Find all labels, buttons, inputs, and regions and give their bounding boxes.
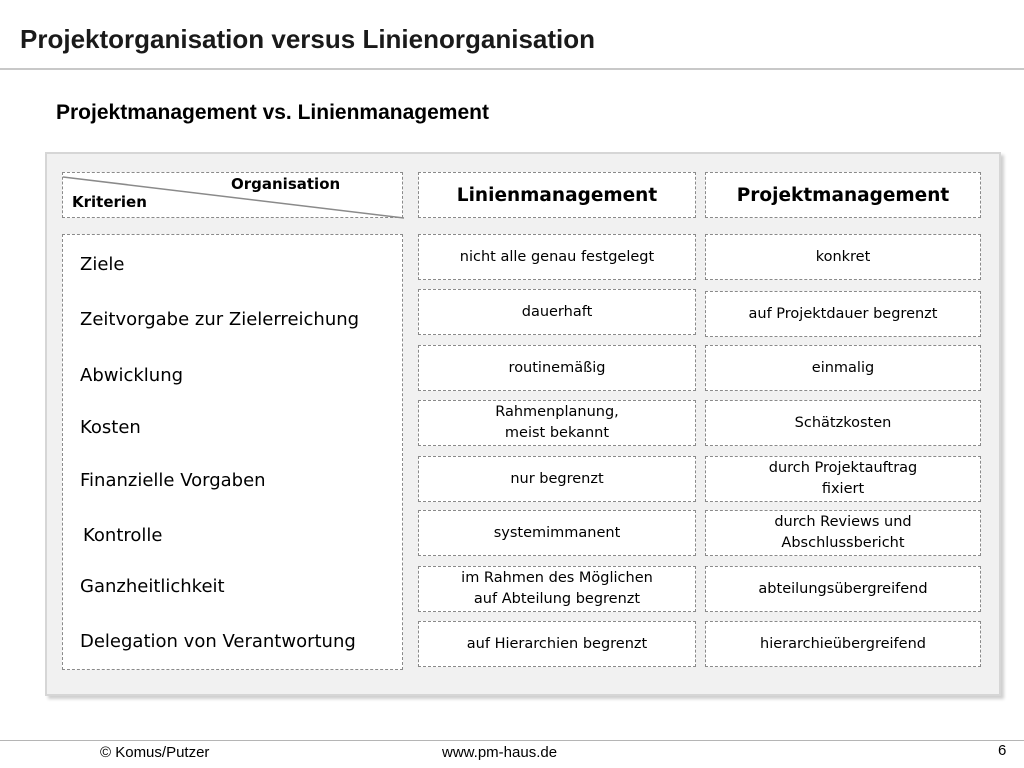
criterion-kontrolle: Kontrolle xyxy=(83,525,163,546)
projekt-cell-delegation xyxy=(705,621,981,667)
column-header-linienmanagement: Linienmanagement xyxy=(418,172,696,218)
linien-cell-text: routinemäßig xyxy=(508,359,606,376)
corner-kriterien-label: Kriterien xyxy=(72,193,147,211)
criterion-zeitvorgabe: Zeitvorgabe zur Zielerreichung xyxy=(80,309,360,330)
projekt-cell-kosten xyxy=(705,400,981,446)
corner-header-cell xyxy=(62,172,403,218)
projekt-cell-text: hierarchieübergreifend xyxy=(760,635,926,652)
linien-cell-text: Rahmenplanung, xyxy=(495,404,619,420)
footer-url[interactable]: www.pm-haus.de xyxy=(442,744,558,761)
projekt-cell-finanzielle-vorgaben xyxy=(705,456,981,502)
criterion-ganzheitlichkeit: Ganzheitlichkeit xyxy=(80,576,225,597)
linien-cell-text: auf Abteilung begrenzt xyxy=(473,591,641,607)
linien-cell-text: nicht alle genau festgelegt xyxy=(459,248,655,265)
linien-cell-zeitvorgabe xyxy=(418,289,696,335)
page-number: 6 xyxy=(998,742,1007,759)
projekt-cell-text: fixiert xyxy=(821,481,865,497)
linien-cell-kosten xyxy=(418,400,696,446)
column-header-projektmanagement: Projektmanagement xyxy=(705,172,981,218)
projekt-cell-zeitvorgabe xyxy=(705,291,981,337)
projekt-cell-ziele xyxy=(705,234,981,280)
projekt-cell-text: abteilungsübergreifend xyxy=(758,580,928,597)
slide-title: Projektorganisation versus Linienorganisation xyxy=(20,24,596,54)
criterion-abwicklung: Abwicklung xyxy=(80,365,184,386)
criterion-delegation: Delegation von Verantwortung xyxy=(80,631,356,652)
criterion-finanzielle-vorgaben: Finanzielle Vorgaben xyxy=(80,470,266,491)
projekt-cell-text: auf Projektdauer begrenzt xyxy=(748,305,938,322)
criterion-kosten: Kosten xyxy=(80,417,141,438)
linien-cell-text: im Rahmen des Möglichen xyxy=(461,570,653,586)
criteria-list xyxy=(62,234,403,670)
linien-cell-ziele xyxy=(418,234,696,280)
title-divider xyxy=(0,68,1024,70)
linien-cell-ganzheitlichkeit xyxy=(418,566,696,612)
projekt-cell-text: Schätzkosten xyxy=(794,414,892,431)
linien-cell-text: auf Hierarchien begrenzt xyxy=(466,635,648,652)
projekt-cell-text: Abschlussbericht xyxy=(781,535,905,551)
linien-cell-text: dauerhaft xyxy=(521,303,593,320)
corner-organisation-label: Organisation xyxy=(231,175,341,193)
slide-subtitle: Projektmanagement vs. Linienmanagement xyxy=(56,101,489,124)
footer-copyright: © Komus/Putzer xyxy=(100,744,210,761)
projekt-cell-abwicklung xyxy=(705,345,981,391)
projekt-cell-text: einmalig xyxy=(811,359,875,376)
projekt-cell-ganzheitlichkeit xyxy=(705,566,981,612)
linien-cell-kontrolle xyxy=(418,510,696,556)
linien-cell-abwicklung xyxy=(418,345,696,391)
linien-cell-text: systemimmanent xyxy=(493,524,621,541)
criterion-ziele: Ziele xyxy=(80,254,125,275)
projekt-cell-text: konkret xyxy=(815,248,871,265)
projekt-cell-text: durch Projektauftrag xyxy=(768,460,918,476)
projekt-cell-kontrolle xyxy=(705,510,981,556)
linien-cell-text: nur begrenzt xyxy=(510,470,604,487)
linien-cell-delegation xyxy=(418,621,696,667)
linien-cell-text: meist bekannt xyxy=(504,425,610,441)
linien-cell-finanzielle-vorgaben xyxy=(418,456,696,502)
projekt-cell-text: durch Reviews und xyxy=(774,514,912,530)
footer-divider xyxy=(0,740,1024,741)
